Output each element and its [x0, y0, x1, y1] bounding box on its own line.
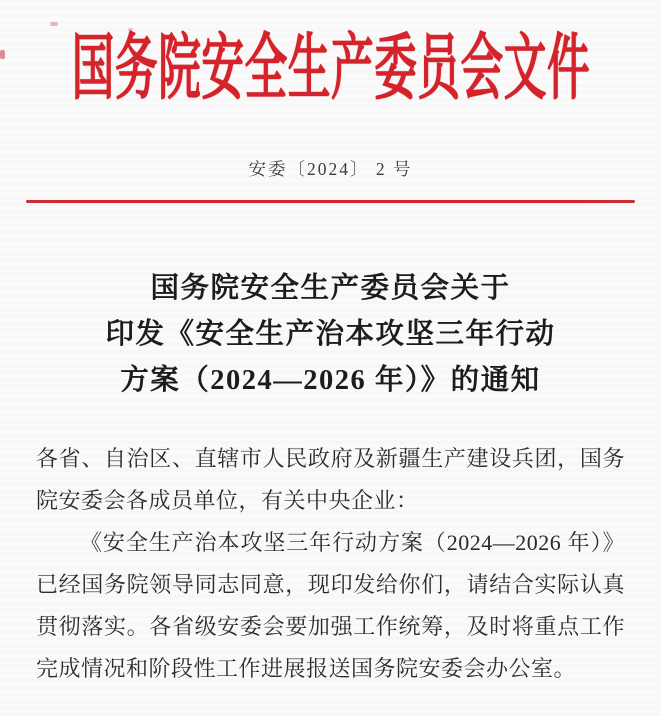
- document-header: [0, 20, 661, 109]
- scan-artifact: [0, 50, 5, 59]
- org-title: 国务院安全生产委员会文件: [71, 29, 590, 109]
- title-line-1: 国务院安全生产委员会关于: [150, 273, 511, 304]
- red-divider: [26, 200, 635, 203]
- scan-artifact: [50, 22, 58, 26]
- document-title: [0, 266, 661, 404]
- salutation-paragraph: 各省、自治区、直辖市人民政府及新疆生产建设兵团，国务院安委会各成员单位，有关中央企业：: [36, 446, 625, 513]
- document-page: [0, 20, 661, 716]
- main-paragraph: 《安全生产治本攻坚三年行动方案（2024—2026 年）》已经国务院领导同志同意，现印发给你们，请结合实际认真贯彻落实。各省级安委会要加强工作统筹，及时将重点工作完成情况和阶段性工作进展报送国务院安委会办公室。: [36, 530, 625, 681]
- title-line-3: 方案（2024—2026 年）》的通知: [120, 365, 541, 396]
- doc-number: 安委〔2024〕 2 号: [248, 159, 413, 179]
- document-body: [36, 438, 625, 690]
- title-line-2: 印发《安全生产治本攻坚三年行动: [105, 319, 556, 350]
